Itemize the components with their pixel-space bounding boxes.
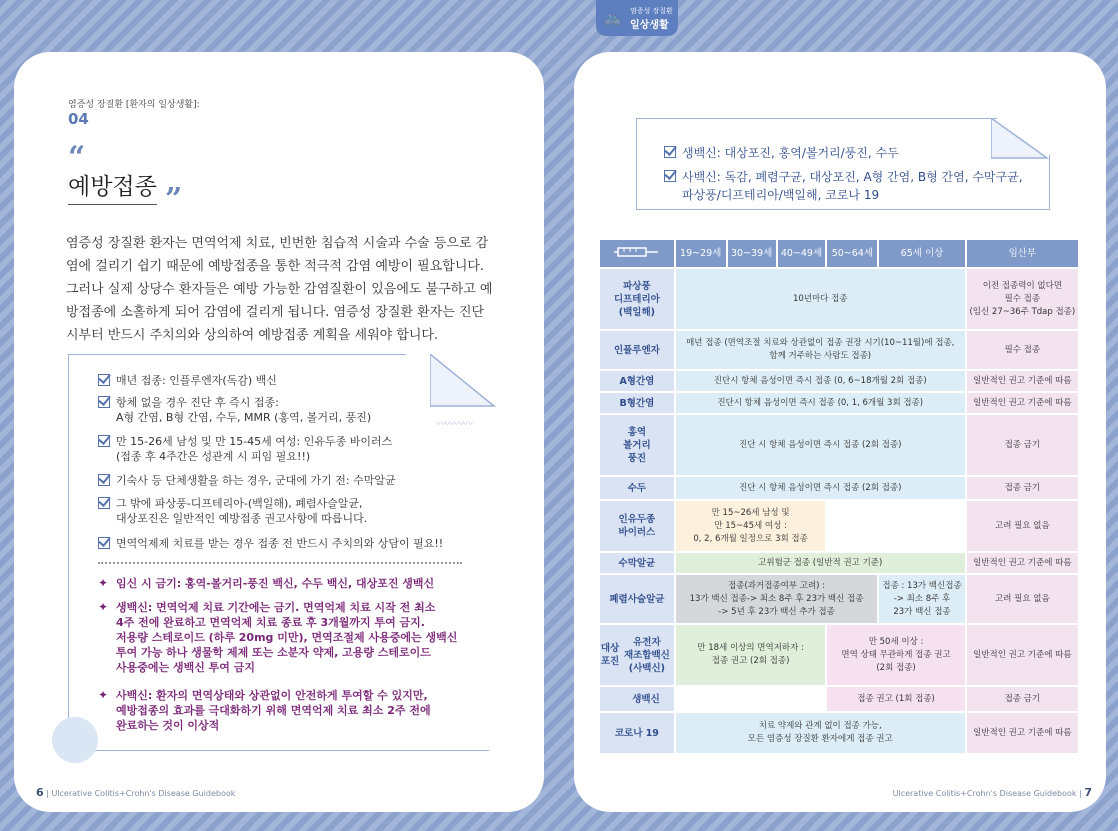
- left-footer-text: | Ulcerative Colitis+Crohn's Disease Guidebook: [46, 789, 236, 798]
- table-row: [600, 713, 1078, 753]
- table-cell: 접종(과거접종여부 고려) : 13가 백신 접종-> 최소 8주 후 23가 백신 접종 -> 5년 후 23가 백신 추가 접종: [676, 575, 878, 623]
- table-cell: 일반적인 권고 기준에 따름: [967, 393, 1078, 413]
- table-row: [600, 625, 1078, 685]
- right-footer-text: Ulcerative Colitis+Crohn's Disease Guidebook |: [892, 789, 1082, 798]
- zoster-label-cell: [600, 625, 674, 685]
- row-label: A형간염: [600, 371, 674, 391]
- section-number: 04: [68, 110, 89, 128]
- row-label: B형간염: [600, 393, 674, 413]
- page-title: 예방접종: [68, 168, 157, 205]
- intro-paragraph: 염증성 장질환 환자는 면역억제 치료, 빈번한 침습적 시술과 수술 등으로 감염에 걸리기 쉽기 때문에 예방접종을 통한 적극적 감염 예방이 필요합니다. 그러나 실제 상당수 환자들은 예방 가능한 감염질환이 있음에도 불구하고 예방접종에 소홀하게 되어 감염에 걸리게 됩니다. 염증성 장질환 환자는 진단 시부터 반드시 주치의와 상의하여 예방접종 계획을 세워야 합니다.: [66, 236, 493, 343]
- table-cell: 만 18세 이상의 면역저하자 : 접종 권고 (2회 접종): [676, 625, 826, 685]
- col-header: 65세 이상: [879, 240, 964, 267]
- table-cell: 일반적인 권고 기준에 따름: [967, 625, 1078, 685]
- row-label: 파상풍 디프테리아 (백일해): [600, 269, 674, 329]
- right-page-number: 7: [1084, 786, 1092, 799]
- table-row: [600, 687, 1078, 711]
- col-header: 임산부: [967, 240, 1078, 267]
- table-cell-empty: [827, 501, 964, 551]
- check-item-6: 면역억제제 치료를 받는 경우 접종 전 반드시 주치의와 상담이 필요!!: [98, 536, 443, 551]
- table-cell: 진단 시 항체 음성이면 즉시 접종 (2회 접종): [676, 477, 965, 499]
- table-cell: 접종 금기: [967, 477, 1078, 499]
- row-label: 홍역 볼거리 풍진: [600, 415, 674, 475]
- table-cell: 고려 필요 없음: [967, 575, 1078, 623]
- row-label: 인유두종 바이러스: [600, 501, 674, 551]
- checkbox-icon: [98, 537, 110, 549]
- vaccination-table: [598, 238, 1080, 755]
- live-vaccines-line: 생백신: 대상포진, 홍역/볼거리/풍진, 수두: [664, 144, 899, 162]
- left-footer: [36, 786, 235, 799]
- row-label: 코로나 19: [600, 713, 674, 753]
- check-item-4: 기숙사 등 단체생활을 하는 경우, 군대에 가기 전: 수막알균: [98, 473, 396, 488]
- table-row: [600, 415, 1078, 475]
- row-group-label: 대상 포진: [600, 643, 620, 667]
- chapter-tab-line1: 염증성 장질환: [630, 7, 673, 15]
- table-cell: 일반적인 권고 기준에 따름: [967, 371, 1078, 391]
- table-cell: 진단 시 항체 음성이면 즉시 접종 (2회 접종): [676, 415, 965, 475]
- table-cell: 접종 금기: [967, 687, 1078, 711]
- chapter-tab-line2: 일상생활: [630, 20, 669, 31]
- chapter-tab: [596, 0, 678, 36]
- warning-item-1: ✦ 임신 시 금기: 홍역-볼거리-풍진 백신, 수두 백신, 대상포진 생백신: [98, 576, 435, 590]
- table-cell-empty: [676, 687, 826, 711]
- table-cell: 치료 약제와 관계 없이 접종 가능, 모든 염증성 장질환 환자에게 접종 권고: [676, 713, 965, 753]
- open-quote-icon: “: [68, 140, 86, 175]
- col-header: 50~64세: [827, 240, 877, 267]
- table-cell: 진단시 항체 음성이면 즉시 접종 (0, 1, 6개월 3회 접종): [676, 393, 965, 413]
- section-label: 염증성 장질환 [환자의 일상생활]:: [68, 100, 200, 110]
- table-cell: 고려 필요 없음: [967, 501, 1078, 551]
- warning-item-3: ✦ 사백신: 환자의 면역상태와 상관없이 안전하게 투여할 수 있지만, 예방접종의 효과를 극대화하기 위해 면역억제 치료 최소 2주 전에 완료하는 것이 이상적: [98, 688, 431, 732]
- bicycle-icon: 🚲: [604, 10, 622, 26]
- table-cell: 필수 접종: [967, 331, 1078, 369]
- row-label: 수막알균: [600, 553, 674, 573]
- table-cell: 10년마다 접종: [676, 269, 965, 329]
- table-row: [600, 553, 1078, 573]
- row-label: 인플루엔자: [600, 331, 674, 369]
- checkbox-icon: [98, 497, 110, 509]
- col-header: 40~49세: [778, 240, 826, 267]
- row-label: 유전자 재조합백신 (사백신): [623, 636, 670, 674]
- col-header: 30~39세: [728, 240, 776, 267]
- row-label: 생백신: [600, 687, 674, 711]
- checkbox-icon: [98, 474, 110, 486]
- table-row: [600, 371, 1078, 391]
- diamond-star-icon: ✦: [98, 688, 109, 702]
- check-item-2: 항체 없을 경우 진단 후 즉시 접종: A형 간염, B형 간염, 수두, MMR (홍역, 볼거리, 풍진): [98, 395, 371, 425]
- table-cell: 만 15~26세 남성 및 만 15~45세 여성 : 0, 2, 6개월 일정으로 3회 접종: [676, 501, 826, 551]
- table-row: [600, 331, 1078, 369]
- check-item-3: 만 15-26세 남성 및 만 15-45세 여성: 인유두종 바이러스 (접종 후 4주간은 성관계 시 피임 필요!!): [98, 434, 392, 464]
- close-quote-icon: ”: [165, 182, 183, 217]
- table-cell: 진단시 항체 음성이면 즉시 접종 (0, 6~18개월 2회 접종): [676, 371, 965, 391]
- table-cell: 접종 금기: [967, 415, 1078, 475]
- syringe-icon: [600, 240, 674, 267]
- table-cell: 일반적인 권고 기준에 따름: [967, 713, 1078, 753]
- page-fold-icon: [430, 354, 504, 416]
- table-row: [600, 477, 1078, 499]
- table-row: [600, 501, 1078, 551]
- diamond-star-icon: ✦: [98, 576, 109, 590]
- checkbox-icon: [98, 435, 110, 447]
- checkbox-icon: [664, 170, 676, 182]
- table-cell: 만 50세 이상 : 면역 상태 무관하게 접종 권고 (2회 접종): [827, 625, 964, 685]
- table-row: [600, 393, 1078, 413]
- warning-item-2: ✦ 생백신: 면역억제 치료 기간에는 금기. 면역억제 치료 시작 전 최소 4주 전에 완료하고 면역억제 치료 종료 후 3개월까지 투여 금지. 저용량 스테로이드 (하루 20mg 미만), 면역조절제 사용중에는 생백신 투여 가능 하나 생물학 제제 또는 소분자 약제, 고용량 스테로이드 사용중에는 생백신 투여 금지: [98, 600, 458, 674]
- check-item-1: 매년 접종: 인플루엔자(독감) 백신: [98, 373, 277, 388]
- table-cell: 접종 권고 (1회 접종): [827, 687, 964, 711]
- table-cell: 고위험군 접종 (일반적 권고 기준): [676, 553, 965, 573]
- table-row: [600, 575, 1078, 623]
- page-fold-icon: [991, 118, 1053, 162]
- wave-decoration: 〰〰〰〰: [436, 419, 472, 430]
- table-cell: 매년 접종 (면역조절 치료와 상관없이 접종 권장 시기(10~11월)에 접종, 함께 거주하는 사람도 접종): [676, 331, 965, 369]
- checkbox-icon: [98, 396, 110, 408]
- table-cell: 이전 접종력이 없다면 필수 접종 (임신 27~36주 Tdap 접종): [967, 269, 1078, 329]
- col-header: 19~29세: [676, 240, 726, 267]
- table-row: [600, 269, 1078, 329]
- left-page-number: 6: [36, 786, 44, 799]
- diamond-star-icon: ✦: [98, 600, 109, 614]
- checkbox-icon: [98, 374, 110, 386]
- table-header-row: [600, 240, 1078, 267]
- row-label: 폐렴사슬알균: [600, 575, 674, 623]
- table-cell: 접종 : 13가 백신접종 -> 최소 8주 후 23가 백신 접종: [879, 575, 964, 623]
- check-item-5: 그 밖에 파상풍-디프테리아-(백일해), 폐렴사슬알균, 대상포진은 일반적인 예방접종 권고사항에 따릅니다.: [98, 496, 367, 526]
- decorative-circle: [52, 717, 98, 763]
- dotted-divider: [98, 562, 462, 564]
- checkbox-icon: [664, 146, 676, 158]
- right-footer: [893, 786, 1092, 799]
- killed-vaccines-line: 사백신: 독감, 폐렴구균, 대상포진, A형 간염, B형 간염, 수막구균, 파상풍/디프테리아/백일해, 코로나 19: [664, 168, 1023, 204]
- row-label: 수두: [600, 477, 674, 499]
- table-cell: 일반적인 권고 기준에 따름: [967, 553, 1078, 573]
